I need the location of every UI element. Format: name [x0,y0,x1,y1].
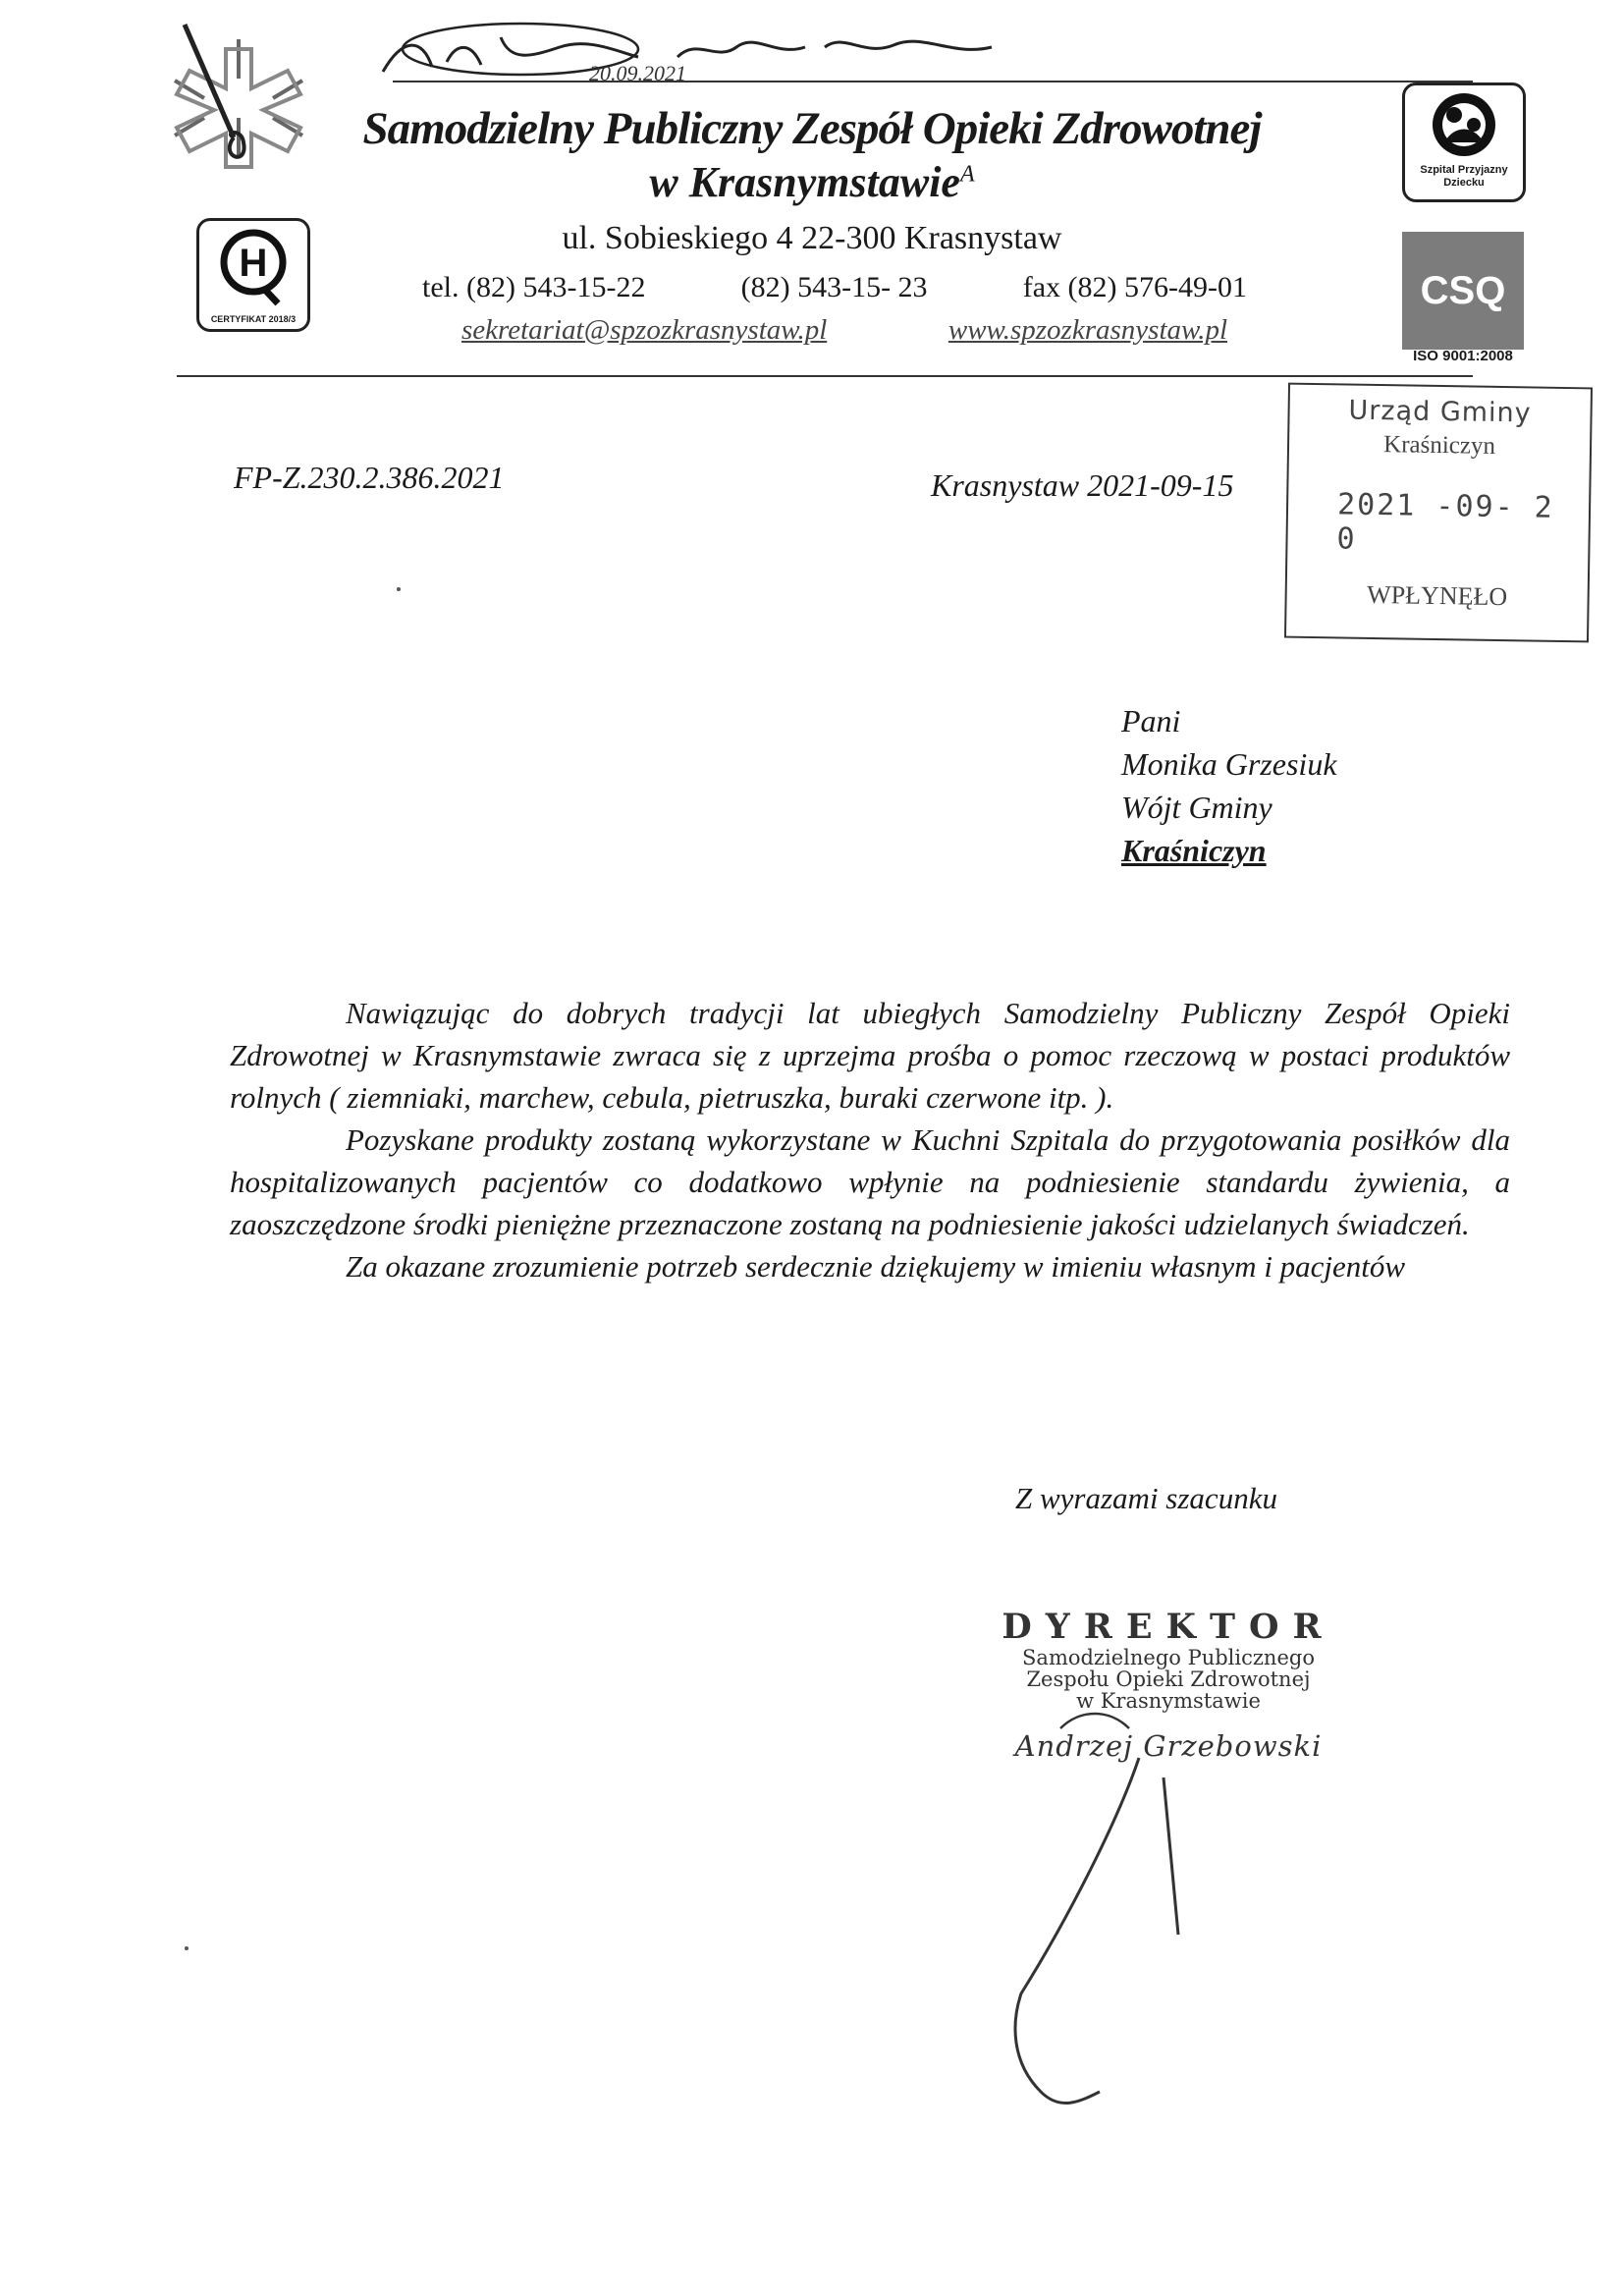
letter-body [230,992,1510,1287]
stamp-office: Urząd Gminy [1348,395,1532,429]
paragraph-3: Za okazane zrozumienie potrzeb serdecznie dziękujemy w imieniu własnym i pacjentów [346,1249,1406,1284]
city-line: w Krasnymstawie [649,158,960,206]
recipient-block [1121,699,1337,872]
stamp-place: Kraśniczyn [1382,431,1496,460]
director-line-2: Zespołu Opieki Zdrowotnej [1026,1667,1311,1691]
director-line-1: Samodzielnego Publicznego [1022,1646,1315,1669]
recipient-city: Kraśniczyn [1121,833,1267,868]
top-rule [393,81,1473,82]
certificate-label: CERTYFIKAT 2018/3 [210,314,297,324]
organization-name: Samodzielny Publiczny Zespół Opieki Zdrowotnej [362,103,1262,154]
closing: Z wyrazami szacunku [1015,1481,1277,1515]
reference-number: FP-Z.230.2.386.2021 [234,460,505,495]
web-links [461,314,1227,347]
handwritten-signature [992,1669,1247,2121]
email-link[interactable]: sekretariat@spzozkrasnystaw.pl [461,314,828,346]
globe-family-icon [1405,85,1523,164]
svg-text:H: H [239,242,268,285]
organization-city [0,157,1624,207]
scan-dot [397,587,401,591]
website-link[interactable]: www.spzozkrasnystaw.pl [947,314,1227,346]
city-superscript: A [959,161,975,188]
paragraph-1: Nawiązując do dobrych tradycji lat ubiegłych Samodzielny Publiczny Zespół Opieki Zdrowotnej w Krasnymstawie zwraca się z uprzejma prośba o pomoc rzeczową w postaci produktów rolnych ( ziemniaki, marchew, cebula, pietruszka, buraki czerwone itp. ). [230,996,1510,1115]
csq-logo: CSQ [1402,232,1524,350]
hospital-logo [1402,82,1526,202]
recipient-name: Monika Grzesiuk [1121,746,1337,782]
hospital-label: Szpital Przyjazny Dziecku [1420,164,1508,189]
recipient-position: Wójt Gminy [1121,790,1272,825]
iso-label: ISO 9001:2008 [1413,348,1513,364]
director-name: Andrzej Grzebowski [1014,1729,1323,1763]
recipient-salutation: Pani [1121,703,1181,738]
fax: fax (82) 576-49-01 [1022,271,1247,303]
director-line-3: w Krasnymstawie [1076,1689,1261,1713]
handwritten-date: 20.09.2021 [589,61,686,85]
stamp-date: 2021 -09- 2 0 [1336,487,1555,557]
phone-2: (82) 543-15- 23 [740,271,928,303]
stamp-status: WPŁYNĘŁO [1366,579,1508,612]
organization-address: ul. Sobieskiego 4 22-300 Krasnystaw [562,220,1062,256]
letterhead-rule [177,375,1473,377]
director-title: DYREKTOR [1001,1607,1335,1647]
scan-dot [185,1946,189,1950]
incoming-stamp [1284,383,1593,643]
paragraph-2: Pozyskane produkty zostaną wykorzystane w Kuchni Szpitala do przygotowania posiłków dla hospitalizowanych pacjentów co dodatkowo wpłynie na podniesienie standardu żywienia, a zaoszczędzone środki pieniężne przeznaczone zostaną na podniesienie jakości udzielanych świadczeń. [230,1122,1510,1241]
contact-line [422,271,1247,304]
phone-1: tel. (82) 543-15-22 [422,271,646,303]
place-date: Krasnystaw 2021-09-15 [931,467,1234,503]
